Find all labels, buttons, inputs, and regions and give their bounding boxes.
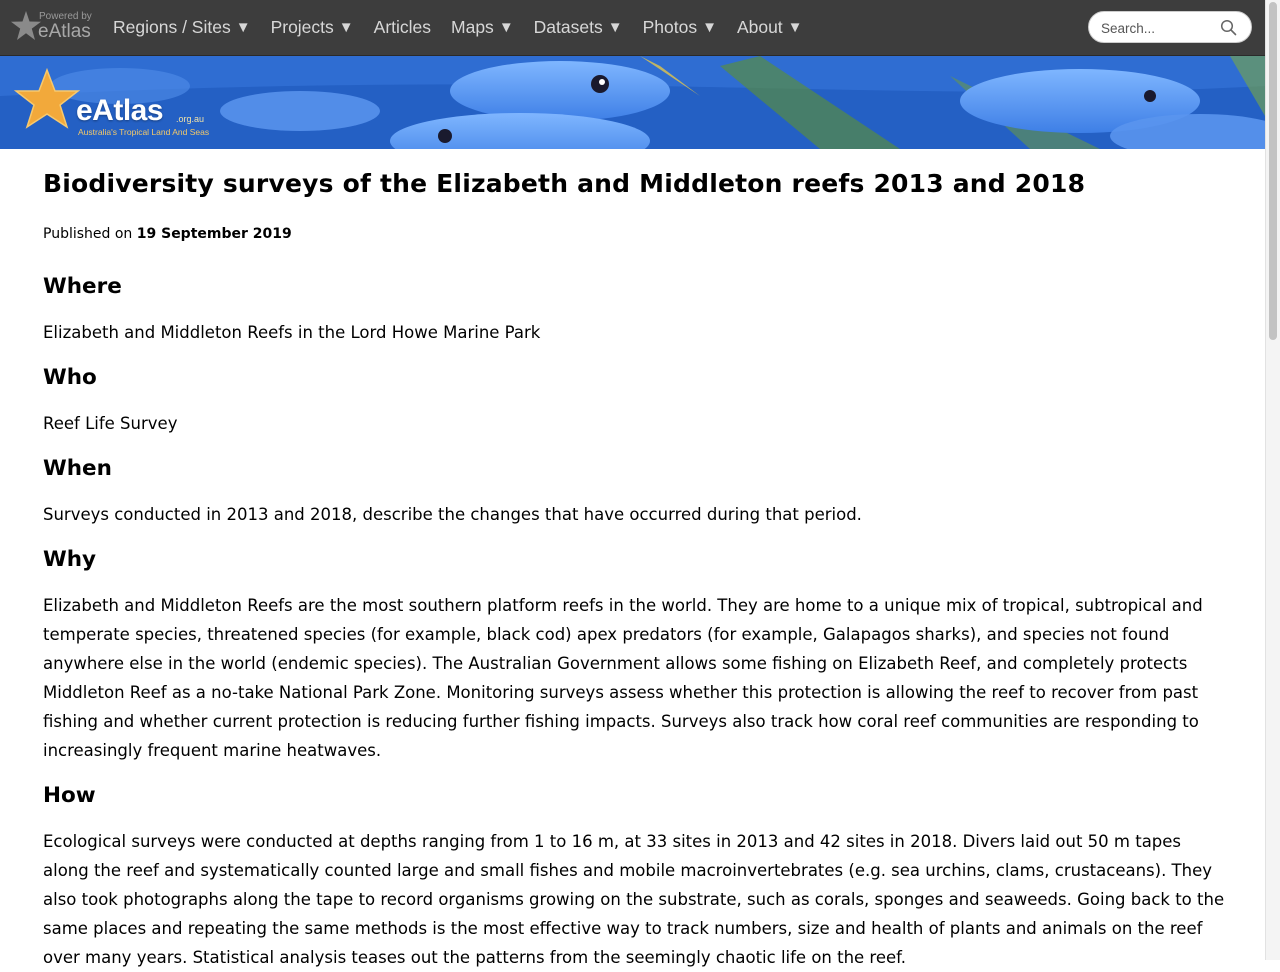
published-date: 19 September 2019 [136, 226, 292, 242]
section-text-where: Elizabeth and Middleton Reefs in the Lord Howe Marine Park [43, 323, 541, 342]
menu-item-label: Maps [451, 17, 494, 37]
published-date-line [43, 225, 1228, 243]
caret-down-icon: ▼ [338, 19, 354, 36]
menu-item-label: Projects [270, 17, 334, 37]
scrollbar-thumb[interactable] [1269, 2, 1277, 340]
menu-item-about[interactable] [737, 17, 803, 38]
menu-item-label: Datasets [533, 17, 603, 37]
caret-down-icon: ▼ [235, 19, 251, 36]
main-menu [113, 0, 823, 55]
caret-down-icon: ▼ [787, 19, 803, 36]
menu-item-projects[interactable] [271, 17, 354, 38]
section-heading-who: Who [43, 365, 97, 390]
powered-by-brand: eAtlas [38, 21, 91, 42]
logo-text: eAtlas [76, 94, 164, 127]
page-title: Biodiversity surveys of the Elizabeth and Middleton reefs 2013 and 2018 [43, 169, 1086, 198]
top-navbar [0, 0, 1265, 56]
search-input[interactable] [1101, 18, 1219, 38]
menu-item-photos[interactable] [643, 17, 717, 38]
section-text-who: Reef Life Survey [43, 414, 178, 433]
logo-tagline: Australia's Tropical Land And Seas [78, 127, 210, 137]
search-icon[interactable] [1220, 19, 1237, 36]
section-heading-when: When [43, 456, 112, 481]
section-text-when: Surveys conducted in 2013 and 2018, describe the changes that have occurred during that period. [43, 505, 862, 524]
menu-item-label: About [736, 17, 783, 37]
header-banner [0, 56, 1265, 149]
article-content [43, 168, 1228, 972]
search-box [1088, 11, 1252, 43]
powered-by-eatlas-logo[interactable] [10, 8, 100, 48]
menu-item-label: Articles [373, 17, 432, 37]
menu-item-regions-sites[interactable] [113, 17, 251, 38]
page-scrollbar[interactable] [1265, 0, 1280, 960]
menu-item-label: Photos [642, 17, 698, 37]
menu-item-datasets[interactable] [534, 17, 623, 38]
powered-by-label: Powered by [39, 11, 92, 22]
section-text-how: Ecological surveys were conducted at depths ranging from 1 to 16 m, at 33 sites in 2013 and 42 sites in 2018. Divers laid out 50 m tapes along the reef and systematically counted large and small fishes and mobile macroinvertebrates (e.g. sea urchins, clams, crustaceans). They also took photographs along the tape to record organisms growing on the substrate, such as corals, sponges and seaweeds. Going back to the same places and repeating the same methods is the most effective way to track numbers, size and health of plants and animals on the reef over many years. Statistical analysis teases out the patterns from the seemingly chaotic life on the reef. [43, 832, 1225, 967]
section-heading-why: Why [43, 547, 97, 572]
menu-item-articles[interactable] [374, 17, 431, 38]
caret-down-icon: ▼ [702, 19, 717, 36]
caret-down-icon: ▼ [607, 19, 623, 36]
menu-item-maps[interactable] [451, 17, 514, 38]
menu-item-label: Regions / Sites [113, 17, 231, 37]
logo-domain: .org.au [176, 114, 205, 124]
eatlas-star-icon [10, 64, 85, 136]
caret-down-icon: ▼ [498, 19, 514, 36]
section-text-why: Elizabeth and Middleton Reefs are the most southern platform reefs in the world. They are home to a unique mix of tropical, subtropical and temperate species, threatened species (for example, black cod) apex predators (for example, Galapagos sharks), and species not found anywhere else in the world (endemic species). The Australian Government allows some fishing on Elizabeth Reef, and completely protects Middleton Reef as a no-take National Park Zone. Monitoring surveys assess whether this protection is allowing the reef to recover from past fishing and whether current protection is reducing further fishing impacts. Surveys also track how coral reef communities are responding to increasingly frequent marine heatwaves. [43, 596, 1203, 760]
section-heading-where: Where [43, 274, 122, 299]
published-prefix: Published on [43, 226, 133, 242]
section-heading-how: How [43, 783, 96, 808]
